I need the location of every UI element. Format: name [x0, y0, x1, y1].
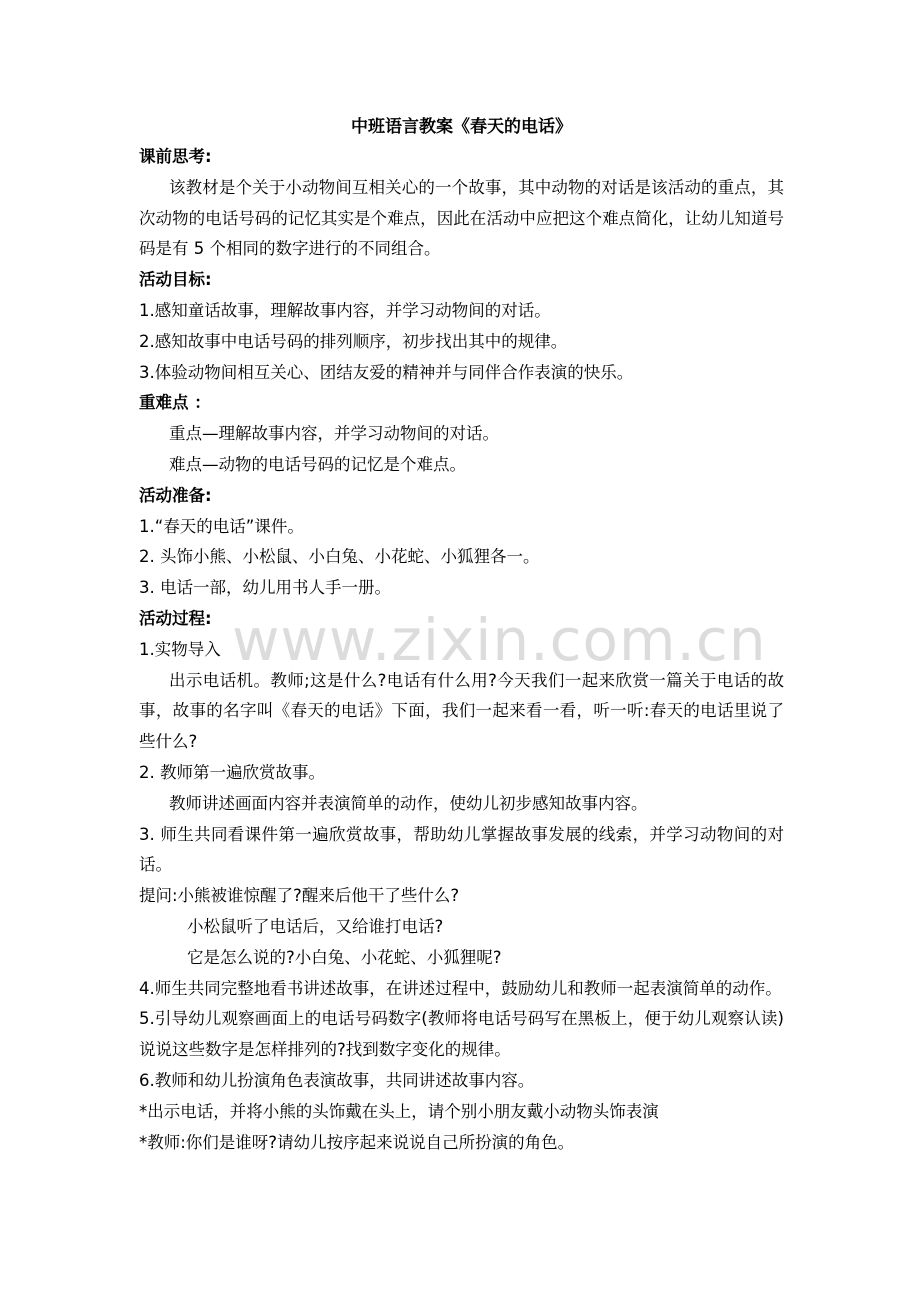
section-heading-preparation: 活动准备:: [139, 485, 212, 505]
preparation-item-3: 3. 电话一部，幼儿用书人手一册。: [139, 578, 391, 598]
process-step-2: 2. 教师第一遍欣赏故事。: [139, 762, 325, 782]
preparation-item-2: 2. 头饰小熊、小松鼠、小白兔、小花蛇、小狐狸各一。: [139, 547, 540, 567]
process-bullet-1: *出示电话，并将小熊的头饰戴在头上，请个别小朋友戴小动物头饰表演: [139, 1101, 659, 1121]
process-step-6: 6.教师和幼儿扮演角色表演故事，共同讲述故事内容。: [139, 1070, 535, 1090]
section-heading-process: 活动过程:: [139, 608, 212, 628]
process-question-2: 小松鼠听了电话后，又给谁打电话?: [187, 916, 444, 936]
process-step-4: 4.师生共同完整地看书讲述故事，在讲述过程中，鼓励幼儿和教师一起表演简单的动作。: [139, 978, 782, 998]
goal-item-1: 1.感知童话故事，理解故事内容，并学习动物间的对话。: [139, 300, 551, 320]
goal-item-2: 2.感知故事中电话号码的排列顺序，初步找出其中的规律。: [139, 331, 568, 351]
section-heading-key-points: 重难点 ：: [139, 393, 211, 413]
process-step-3: 3. 师生共同看课件第一遍欣赏故事，帮助幼儿掌握故事发展的线索，并学习动物间的对话。: [139, 824, 784, 875]
section-heading-goals: 活动目标:: [139, 270, 212, 290]
preparation-item-1: 1.“春天的电话”课件。: [139, 516, 304, 536]
process-paragraph-2: 教师讲述画面内容并表演简单的动作，使幼儿初步感知故事内容。: [169, 793, 648, 813]
process-question-3: 它是怎么说的?小白兔、小花蛇、小狐狸呢?: [187, 947, 502, 967]
process-step-1: 1.实物导入: [139, 639, 221, 659]
process-paragraph-1: 出示电话机。教师;这是什么?电话有什么用?今天我们一起来欣赏一篇关于电话的故事，故事的名字叫《春天的电话》下面，我们一起来看一看，听一听:春天的电话里说了些什么?: [139, 670, 784, 752]
process-step-5: 5.引导幼儿观察画面上的电话号码数字(教师将电话号码写在黑板上，便于幼儿观察认读)说说这些数字是怎样排列的?找到数字变化的规律。: [139, 1009, 784, 1060]
process-question-1: 提问:小熊被谁惊醒了?醒来后他干了些什么?: [139, 886, 460, 906]
watermark-text: www.zixin.com.cn: [232, 606, 767, 674]
goal-item-3: 3.体验动物间相互关心、团结友爱的精神并与同伴合作表演的快乐。: [139, 362, 634, 382]
document-title: 中班语言教案《春天的电话》: [351, 117, 572, 137]
process-bullet-2: *教师:你们是谁呀?请幼儿按序起来说说自己所扮演的角色。: [139, 1132, 575, 1152]
key-point-item-1: 重点—理解故事内容，并学习动物间的对话。: [169, 424, 499, 444]
key-point-item-2: 难点—动物的电话号码的记忆是个难点。: [169, 454, 466, 474]
paragraph-pre-thinking: 该教材是个关于小动物间互相关心的一个故事，其中动物的对话是该活动的重点，其次动物的电话号码的记忆其实是个难点，因此在活动中应把这个难点简化，让幼儿知道号码是有 5 个相同的数字进行的不同组合。: [139, 177, 784, 259]
section-heading-pre-thinking: 课前思考:: [139, 147, 212, 166]
